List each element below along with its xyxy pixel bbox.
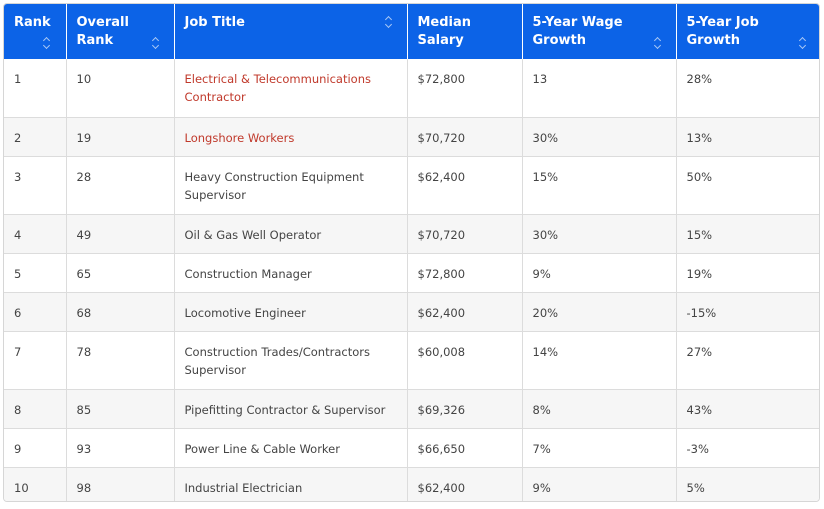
job-growth-cell (676, 428, 820, 467)
overall-rank-cell-text: 98 (76, 480, 92, 495)
overall-rank-cell (66, 467, 174, 502)
job-title-cell (174, 59, 407, 117)
column-header-job-growth[interactable] (676, 4, 820, 59)
wage-growth-cell-text: 14% (532, 344, 559, 359)
median-salary-cell (407, 292, 522, 331)
overall-rank-cell-text: 68 (76, 305, 92, 320)
job-title-cell (174, 292, 407, 331)
job-growth-cell (676, 389, 820, 428)
job-growth-cell-text: 43% (686, 402, 713, 417)
table-row (4, 428, 820, 467)
job-title-cell-text: Heavy Construction Equipment Supervisor (184, 169, 364, 202)
median-salary-cell-text: $62,400 (417, 169, 466, 184)
rank-cell (4, 156, 66, 214)
job-growth-cell-text: 50% (686, 169, 713, 184)
job-growth-cell (676, 59, 820, 117)
wage-growth-cell (522, 389, 676, 428)
median-salary-cell-text: $72,800 (417, 72, 466, 86)
wage-growth-cell-text: 9% (532, 266, 551, 281)
rank-cell-text: 1 (14, 72, 22, 86)
job-title-link[interactable]: Electrical & Telecommunications Contractor (184, 72, 371, 104)
table-row (4, 253, 820, 292)
median-salary-cell (407, 428, 522, 467)
job-title-cell (174, 389, 407, 428)
wage-growth-cell (522, 428, 676, 467)
overall-rank-cell (66, 59, 174, 117)
job-title-cell-text: Construction Trades/Contractors Supervisor (184, 344, 370, 377)
rank-cell (4, 117, 66, 156)
column-header-median-salary[interactable] (407, 4, 522, 59)
wage-growth-cell-text: 20% (532, 305, 559, 320)
table-row (4, 117, 820, 156)
rank-cell (4, 253, 66, 292)
job-growth-cell-text: -15% (686, 305, 717, 320)
job-title-cell (174, 467, 407, 502)
wage-growth-cell-text: 9% (532, 480, 551, 495)
job-title-cell-text: Oil & Gas Well Operator (184, 227, 322, 242)
job-title-cell (174, 253, 407, 292)
jobs-table (4, 4, 820, 502)
median-salary-cell-text: $66,650 (417, 441, 466, 456)
job-title-cell (174, 428, 407, 467)
job-growth-cell-text: -3% (686, 441, 709, 456)
median-salary-cell (407, 117, 522, 156)
column-header-wage-growth[interactable] (522, 4, 676, 59)
wage-growth-cell (522, 117, 676, 156)
median-salary-cell (407, 253, 522, 292)
job-title-cell (174, 117, 407, 156)
rank-cell-text: 3 (14, 169, 22, 184)
overall-rank-cell (66, 117, 174, 156)
wage-growth-cell (522, 156, 676, 214)
wage-growth-cell-text: 30% (532, 227, 559, 242)
job-growth-cell-text: 19% (686, 266, 713, 281)
rank-cell (4, 59, 66, 117)
median-salary-cell (407, 59, 522, 117)
median-salary-cell-text: $72,800 (417, 266, 466, 281)
table-body (4, 59, 820, 502)
overall-rank-cell-text: 49 (76, 227, 92, 242)
job-title-cell-text: Locomotive Engineer (184, 305, 306, 320)
job-growth-cell-text: 15% (686, 227, 713, 242)
rank-cell-text: 8 (14, 402, 22, 417)
job-growth-cell (676, 117, 820, 156)
overall-rank-cell (66, 292, 174, 331)
column-header-job-title[interactable] (174, 4, 407, 59)
job-growth-cell-text: 13% (686, 130, 713, 145)
column-header-label: 5-Year Wage Growth (532, 15, 623, 48)
wage-growth-cell-text: 15% (532, 169, 559, 184)
wage-growth-cell (522, 253, 676, 292)
rank-cell (4, 214, 66, 253)
column-header-label: Rank (14, 15, 51, 30)
table-row (4, 389, 820, 428)
median-salary-cell (407, 331, 522, 389)
job-title-link[interactable]: Longshore Workers (184, 130, 295, 145)
rank-cell (4, 292, 66, 331)
job-growth-cell (676, 292, 820, 331)
jobs-table-container (3, 3, 820, 502)
overall-rank-cell (66, 331, 174, 389)
wage-growth-cell-text: 13 (532, 72, 548, 86)
column-header-rank[interactable] (4, 4, 66, 59)
table-row (4, 331, 820, 389)
overall-rank-cell-text: 65 (76, 266, 92, 281)
wage-growth-cell-text: 7% (532, 441, 551, 456)
table-row (4, 467, 820, 502)
job-growth-cell-text: 5% (686, 480, 705, 495)
wage-growth-cell-text: 8% (532, 402, 551, 417)
sort-arrows-icon[interactable] (43, 37, 51, 49)
overall-rank-cell-text: 85 (76, 402, 92, 417)
wage-growth-cell-text: 30% (532, 130, 559, 145)
rank-cell-text: 9 (14, 441, 22, 456)
overall-rank-cell-text: 78 (76, 344, 92, 359)
wage-growth-cell (522, 467, 676, 502)
rank-cell-text: 7 (14, 344, 22, 359)
column-header-label: Overall Rank (76, 15, 129, 48)
overall-rank-cell (66, 253, 174, 292)
median-salary-cell-text: $60,008 (417, 344, 466, 359)
wage-growth-cell (522, 331, 676, 389)
job-growth-cell (676, 331, 820, 389)
job-growth-cell (676, 467, 820, 502)
median-salary-cell (407, 467, 522, 502)
overall-rank-cell-text: 28 (76, 169, 92, 184)
wage-growth-cell (522, 214, 676, 253)
column-header-label: Job Title (184, 15, 245, 30)
rank-cell-text: 5 (14, 266, 22, 281)
sort-arrows-icon[interactable] (799, 37, 807, 49)
job-growth-cell-text: 27% (686, 344, 713, 359)
median-salary-cell-text: $70,720 (417, 130, 466, 145)
table-row (4, 214, 820, 253)
header-row (4, 4, 820, 59)
table-row (4, 292, 820, 331)
rank-cell (4, 467, 66, 502)
job-title-cell-text: Industrial Electrician (184, 480, 303, 495)
median-salary-cell-text: $70,720 (417, 227, 466, 242)
overall-rank-cell-text: 19 (76, 130, 92, 145)
sort-arrows-icon[interactable] (152, 37, 160, 49)
overall-rank-cell (66, 214, 174, 253)
overall-rank-cell (66, 389, 174, 428)
median-salary-cell-text: $62,400 (417, 480, 466, 495)
median-salary-cell-text: $69,326 (417, 402, 466, 417)
column-header-label: 5-Year Job Growth (686, 15, 759, 48)
median-salary-cell (407, 156, 522, 214)
job-title-cell-text: Power Line & Cable Worker (184, 441, 340, 456)
job-growth-cell (676, 253, 820, 292)
table-row (4, 156, 820, 214)
job-growth-cell (676, 156, 820, 214)
overall-rank-cell-text: 93 (76, 441, 92, 456)
column-header-overall-rank[interactable] (66, 4, 174, 59)
rank-cell-text: 2 (14, 130, 22, 145)
sort-arrows-icon[interactable] (385, 16, 393, 28)
rank-cell-text: 10 (14, 480, 29, 495)
job-title-cell-text: Construction Manager (184, 266, 312, 281)
rank-cell (4, 389, 66, 428)
job-title-cell (174, 156, 407, 214)
rank-cell-text: 6 (14, 305, 22, 320)
job-title-cell (174, 331, 407, 389)
median-salary-cell (407, 389, 522, 428)
job-title-cell (174, 214, 407, 253)
table-row (4, 59, 820, 117)
rank-cell-text: 4 (14, 227, 22, 242)
job-title-cell-text: Pipefitting Contractor & Supervisor (184, 402, 386, 417)
overall-rank-cell (66, 428, 174, 467)
job-growth-cell (676, 214, 820, 253)
column-header-label: Median Salary (417, 15, 472, 48)
overall-rank-cell (66, 156, 174, 214)
sort-arrows-icon[interactable] (654, 37, 662, 49)
median-salary-cell (407, 214, 522, 253)
overall-rank-cell-text: 10 (76, 72, 92, 86)
wage-growth-cell (522, 292, 676, 331)
job-growth-cell-text: 28% (686, 72, 713, 86)
rank-cell (4, 428, 66, 467)
wage-growth-cell (522, 59, 676, 117)
median-salary-cell-text: $62,400 (417, 305, 466, 320)
rank-cell (4, 331, 66, 389)
